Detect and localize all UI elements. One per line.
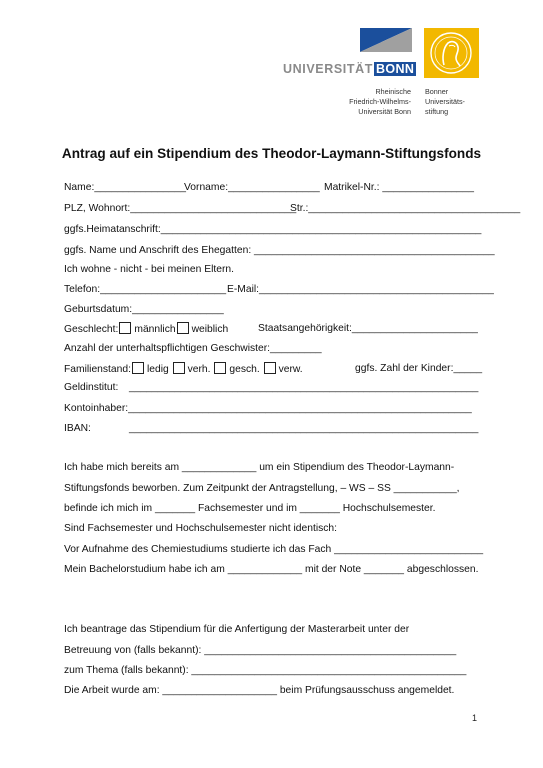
university-wordmark	[283, 62, 416, 76]
matriculation-field[interactable]: Matrikel-Nr.: ________________	[324, 182, 474, 193]
page-number: 1	[472, 713, 478, 723]
account-holder-field[interactable]: Kontoinhaber:____________________________________________________________	[64, 403, 472, 414]
married-checkbox[interactable]	[173, 362, 185, 374]
divorced-checkbox[interactable]	[214, 362, 226, 374]
university-subtitle	[341, 87, 411, 117]
widowed-label: verw.	[278, 364, 303, 375]
female-checkbox[interactable]	[177, 322, 189, 334]
iban-label: IBAN:	[64, 423, 91, 434]
semester-count-line[interactable]: befinde ich mich im _______ Fachsemester und im _______ Hochschulsemester.	[64, 503, 436, 514]
first-name-field[interactable]: Vorname:________________	[184, 182, 320, 193]
living-with-parents-statement[interactable]: Ich wohne - nicht - bei meinen Eltern.	[64, 264, 234, 275]
thesis-topic-field[interactable]: zum Thema (falls bekannt): ________________________________________________	[64, 665, 467, 676]
spouse-field[interactable]: ggfs. Name und Anschrift des Ehegatten: __________________________________________	[64, 245, 495, 256]
single-checkbox[interactable]	[132, 362, 144, 374]
name-field[interactable]: Name:________________	[64, 182, 186, 193]
university-line: Friedrich-Wilhelms-	[349, 97, 411, 106]
iban-field[interactable]: _____________________________________________________________	[129, 423, 479, 434]
nationality-field[interactable]: Staatsangehörigkeit:______________________	[258, 323, 478, 334]
university-line: Universität Bonn	[358, 107, 411, 116]
birthdate-field[interactable]: Geburtsdatum:________________	[64, 304, 224, 315]
married-label: verh.	[187, 364, 211, 375]
street-field[interactable]: Str.:_____________________________________	[290, 203, 521, 214]
wordmark-bonn-box: BONN	[375, 62, 415, 76]
university-logo-block	[283, 28, 483, 123]
marital-label: Familienstand:	[64, 364, 131, 375]
female-label: weiblich	[191, 324, 229, 335]
siblings-field[interactable]: Anzahl der unterhaltspflichtigen Geschwister:_________	[64, 343, 322, 354]
marital-group	[64, 362, 303, 376]
foundation-line: Universitäts-	[425, 97, 465, 106]
thesis-registration-line[interactable]: Die Arbeit wurde am: ____________________ beim Prüfungsausschuss angemeldet.	[64, 685, 455, 696]
university-line: Rheinische	[375, 87, 411, 96]
document-title: Antrag auf ein Stipendium des Theodor-Laymann-Stiftungsfonds	[61, 146, 482, 161]
wordmark-universitaet: UNIVERSITÄT	[283, 62, 373, 76]
bank-field[interactable]: _____________________________________________________________	[129, 382, 479, 393]
divorced-label: gesch.	[229, 364, 260, 375]
male-checkbox[interactable]	[119, 322, 131, 334]
foundation-line: stiftung	[425, 107, 449, 116]
thesis-request-line: Ich beantrage das Stipendium für die Anfertigung der Masterarbeit unter der	[64, 624, 410, 635]
supervisor-field[interactable]: Betreuung von (falls bekannt): ____________________________________________	[64, 645, 457, 656]
prior-subject-field[interactable]: Vor Aufnahme des Chemiestudiums studierte ich das Fach __________________________	[64, 544, 484, 555]
phone-field[interactable]: Telefon:______________________	[64, 284, 227, 295]
foundation-line: Bonner	[425, 87, 449, 96]
gender-label: Geschlecht:	[64, 324, 119, 335]
bachelor-completion-line[interactable]: Mein Bachelorstudium habe ich am _____________ mit der Note _______ abgeschlossen.	[64, 564, 479, 575]
zip-city-field[interactable]: PLZ, Wohnort:_____________________________	[64, 203, 297, 214]
semester-note-line: Sind Fachsemester und Hochschulsemester nicht identisch:	[64, 523, 337, 534]
foundation-subtitle	[425, 87, 495, 117]
bank-label: Geldinstitut:	[64, 382, 119, 393]
male-label: männlich	[134, 324, 176, 335]
widowed-checkbox[interactable]	[264, 362, 276, 374]
prior-application-line[interactable]: Ich habe mich bereits am _____________ um ein Stipendium des Theodor-Laymann-	[64, 462, 455, 473]
semester-term-line[interactable]: Stiftungsfonds beworben. Zum Zeitpunkt der Antragstellung, – WS – SS ___________,	[64, 483, 460, 494]
email-field[interactable]: E-Mail:_________________________________________	[227, 284, 494, 295]
gender-group	[64, 322, 228, 336]
home-address-field[interactable]: ggfs.Heimatanschrift:________________________________________________________	[64, 224, 482, 235]
single-label: ledig	[146, 364, 169, 375]
children-count-field[interactable]: ggfs. Zahl der Kinder:_____	[355, 363, 483, 374]
